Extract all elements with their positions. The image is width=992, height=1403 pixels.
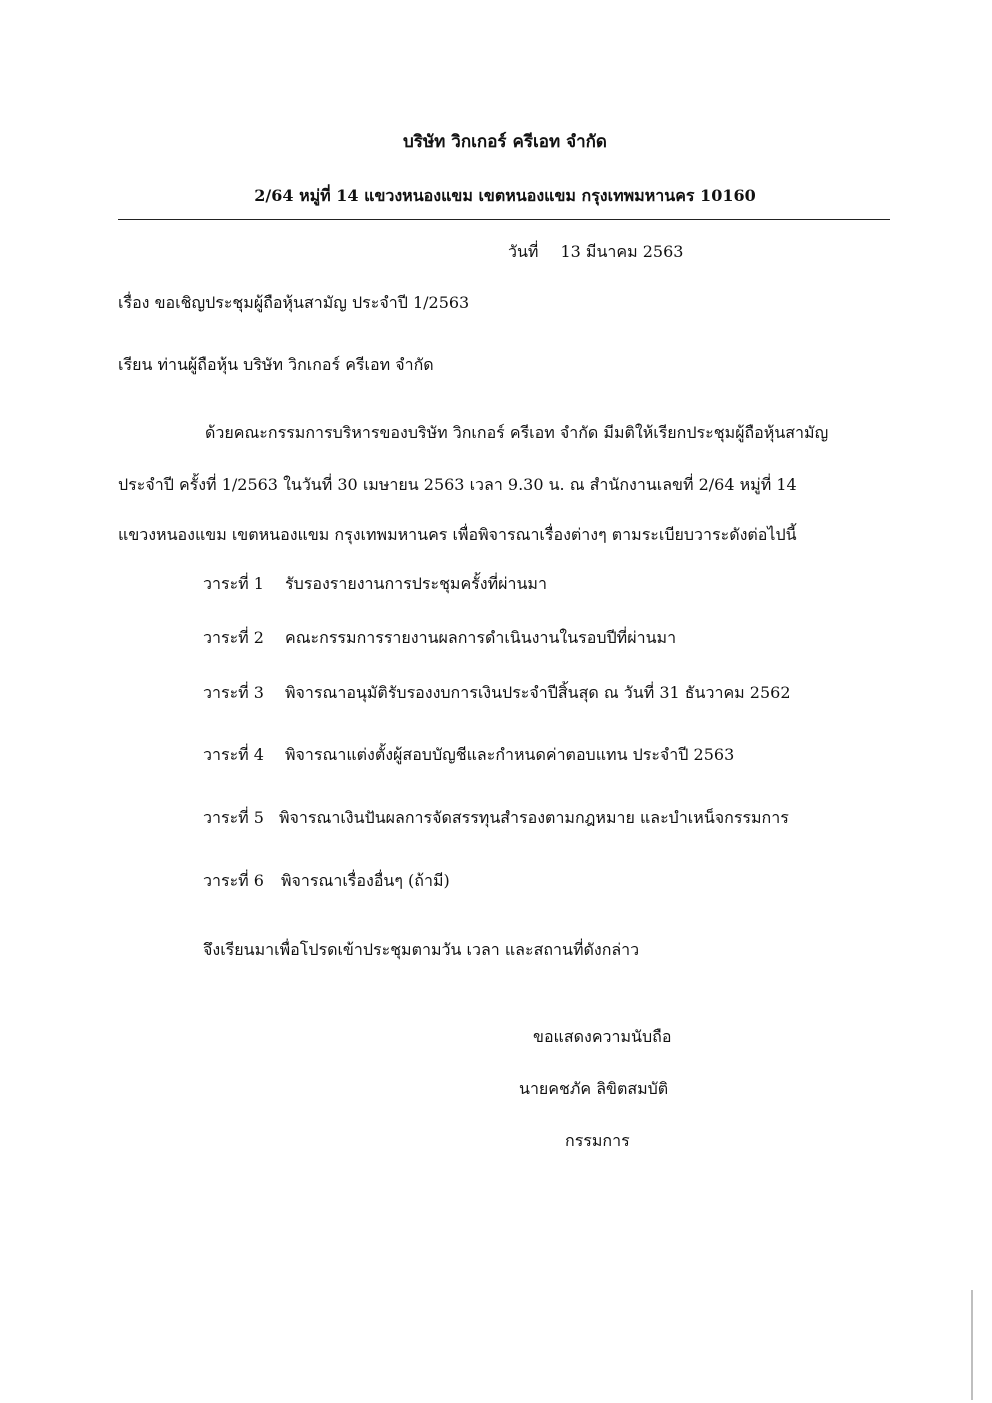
- body-line-2: ประจำปี ครั้งที่ 1/2563 ในวันที่ 30 เมษายน 2563 เวลา 9.30 น. ณ สำนักงานเลขที่ 2/64 หมู่ที่ 14: [118, 475, 797, 494]
- agenda-number: วาระที่ 3: [203, 683, 264, 702]
- scan-edge-mark: [971, 1290, 973, 1400]
- signature-name: นายคชภัค ลิขิตสมบัติ: [519, 1079, 669, 1098]
- date-label: วันที่: [508, 242, 539, 261]
- agenda-text: พิจารณาอนุมัติรับรองงบการเงินประจำปีสิ้นสุด ณ วันที่ 31 ธันวาคม 2562: [285, 683, 791, 702]
- agenda-number: วาระที่ 1: [203, 574, 264, 593]
- signature-regards: ขอแสดงความนับถือ: [533, 1027, 672, 1046]
- agenda-text: คณะกรรมการรายงานผลการดำเนินงานในรอบปีที่ผ่านมา: [285, 628, 677, 647]
- agenda-text: พิจารณาแต่งตั้งผู้สอบบัญชีและกำหนดค่าตอบแทน ประจำปี 2563: [285, 745, 735, 764]
- body-line-1: ด้วยคณะกรรมการบริหารของบริษัท วิกเกอร์ ครีเอท จำกัด มีมติให้เรียกประชุมผู้ถือหุ้นสามัญ: [205, 423, 829, 442]
- agenda-number: วาระที่ 4: [203, 745, 264, 764]
- letter-date: [508, 240, 683, 265]
- body-line-3: แขวงหนองแขม เขตหนองแขม กรุงเทพมหานคร เพื่อพิจารณาเรื่องต่างๆ ตามระเบียบวาระดังต่อไปนี้: [118, 525, 797, 544]
- header-divider: [118, 219, 890, 220]
- agenda-number: วาระที่ 5: [203, 808, 264, 827]
- letter-subject: เรื่อง ขอเชิญประชุมผู้ถือหุ้นสามัญ ประจำปี 1/2563: [118, 293, 470, 312]
- signature-title: กรรมการ: [565, 1131, 630, 1150]
- letter-salutation: เรียน ท่านผู้ถือหุ้น บริษัท วิกเกอร์ ครีเอท จำกัด: [118, 355, 434, 374]
- agenda-number: วาระที่ 6: [203, 871, 264, 890]
- agenda-number: วาระที่ 2: [203, 628, 264, 647]
- agenda-text: พิจารณาเรื่องอื่นๆ (ถ้ามี): [281, 871, 450, 890]
- company-address: 2/64 หมู่ที่ 14 แขวงหนองแขม เขตหนองแขม กรุงเทพมหานคร 10160: [254, 186, 756, 205]
- closing-line: จึงเรียนมาเพื่อโปรดเข้าประชุมตามวัน เวลา และสถานที่ดังกล่าว: [203, 940, 640, 959]
- company-name: บริษัท วิกเกอร์ ครีเอท จำกัด: [403, 132, 607, 152]
- date-value: 13 มีนาคม 2563: [560, 242, 684, 261]
- agenda-text: รับรองรายงานการประชุมครั้งที่ผ่านมา: [285, 574, 547, 593]
- agenda-text: พิจารณาเงินปันผลการจัดสรรทุนสำรองตามกฎหมาย และบำเหน็จกรรมการ: [279, 808, 789, 827]
